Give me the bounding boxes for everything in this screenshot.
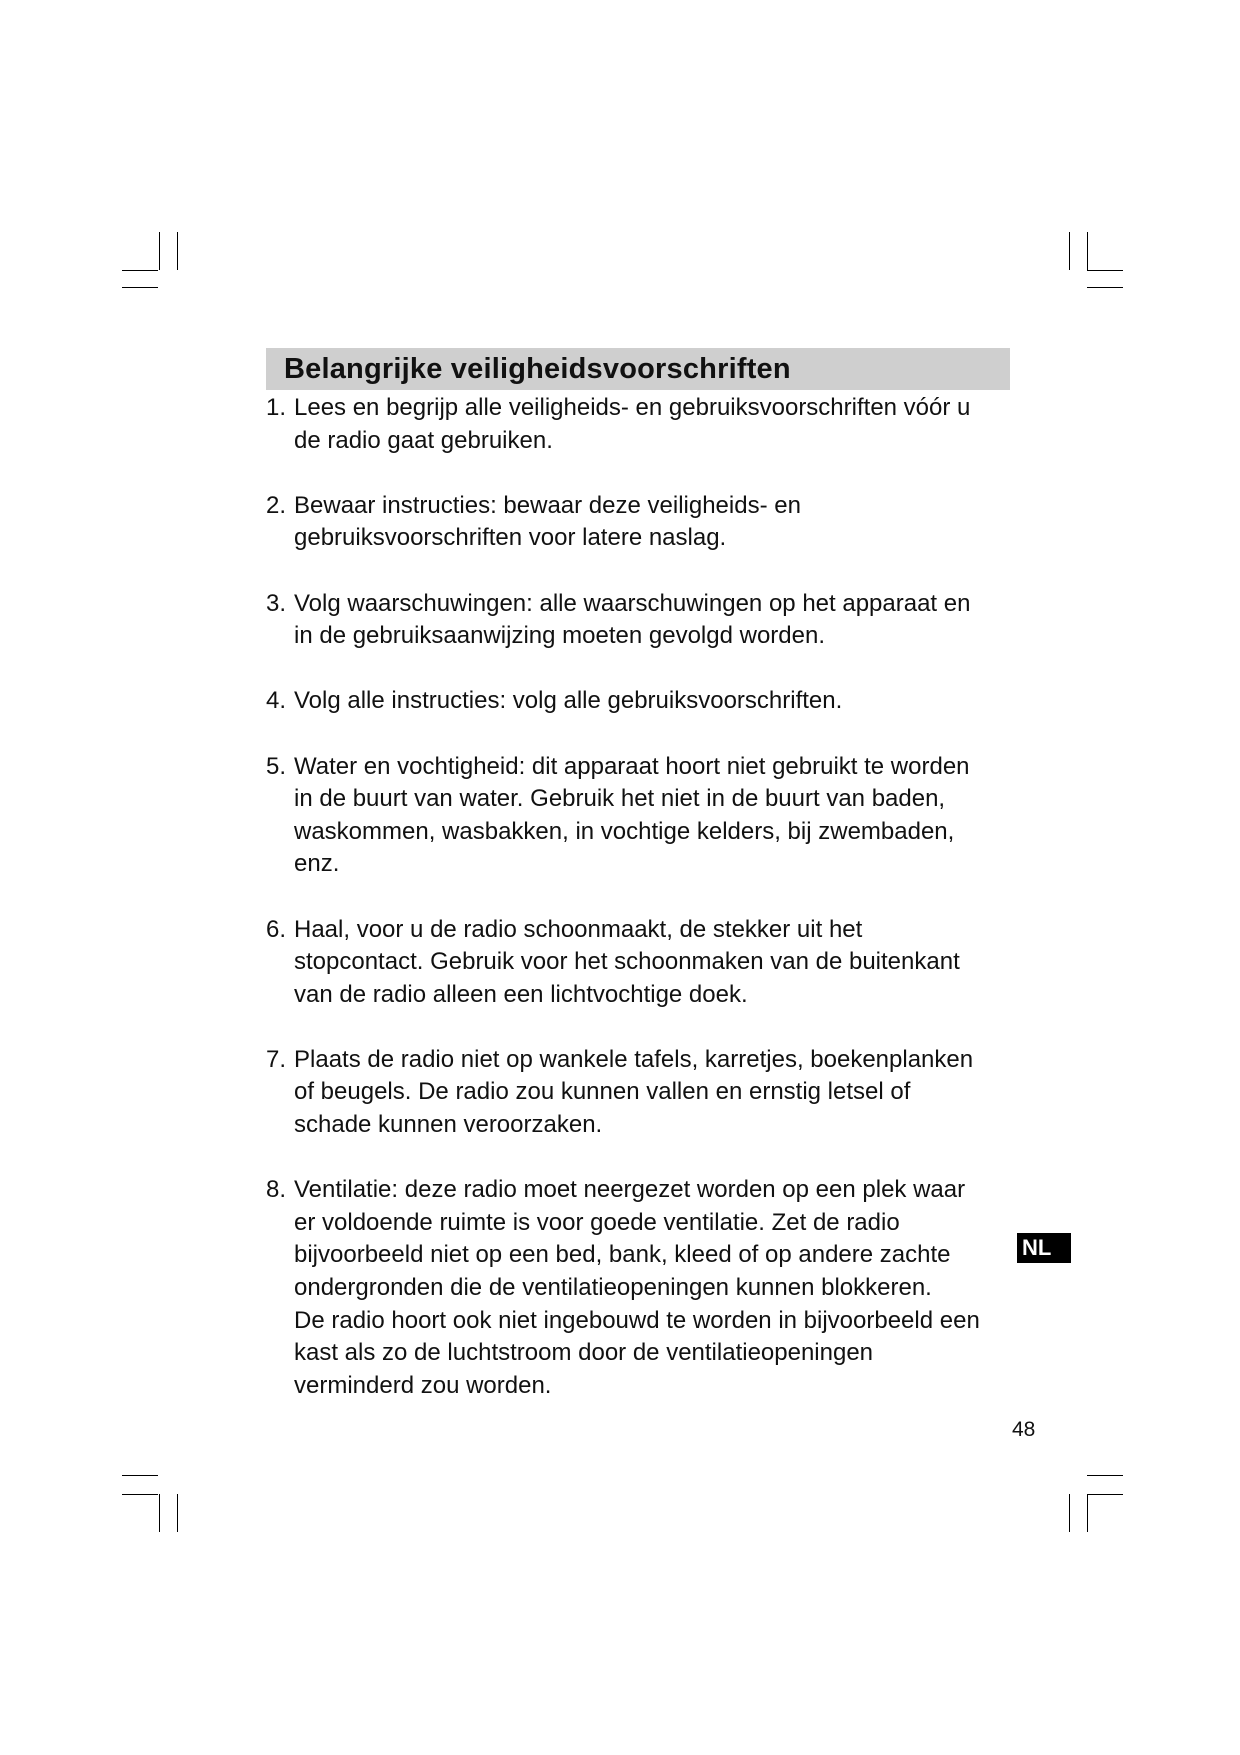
section-heading: Belangrijke veiligheidsvoorschriften (284, 353, 791, 385)
item-text: Bewaar instructies: bewaar deze veiligheids- en gebruiksvoorschriften voor latere naslag. (294, 491, 801, 552)
list-item (266, 588, 1016, 653)
item-number: 2. (266, 491, 287, 519)
item-number: 8. (266, 1176, 287, 1204)
crop-mark (122, 1475, 158, 1476)
item-number: 7. (266, 1045, 287, 1073)
crop-mark (159, 232, 160, 270)
list-item (266, 914, 1016, 1012)
list-item (266, 1174, 1016, 1402)
page-number: 48 (1012, 1418, 1036, 1441)
item-number: 1. (266, 394, 287, 421)
crop-mark (1087, 270, 1123, 271)
list-item (266, 392, 1016, 457)
item-text: Water en vochtigheid: dit apparaat hoort niet gebruikt te worden in de buurt van water. Gebruik het niet in de buurt van baden, waskommen, wasbakken, in vochtige kelders, bij zwembaden, enz. (294, 752, 970, 878)
crop-mark (122, 270, 158, 271)
crop-mark (1069, 1494, 1070, 1532)
crop-mark (1087, 1494, 1088, 1532)
crop-mark (1087, 1494, 1123, 1495)
item-text: Volg alle instructies: volg alle gebruiksvoorschriften. (294, 687, 843, 715)
crop-mark (1087, 1475, 1123, 1476)
item-text: Volg waarschuwingen: alle waarschuwingen op het apparaat en in de gebruiksaanwijzing moeten gevolgd worden. (294, 589, 971, 650)
language-badge: NL (1017, 1233, 1071, 1263)
crop-mark (122, 287, 158, 288)
item-number: 6. (266, 915, 287, 943)
crop-mark (177, 232, 178, 270)
section-heading-bar (266, 348, 1010, 390)
crop-mark (1087, 287, 1123, 288)
item-number: 3. (266, 589, 287, 617)
list-item (266, 1044, 1016, 1142)
item-text: Lees en begrijp alle veiligheids- en gebruiksvoorschriften vóór u de radio gaat gebruiken. (294, 394, 971, 454)
crop-mark (177, 1494, 178, 1532)
safety-instructions-list (266, 392, 1016, 1435)
list-item (266, 685, 1016, 718)
crop-mark (1087, 232, 1088, 270)
crop-mark (1069, 232, 1070, 270)
crop-mark (122, 1494, 158, 1495)
list-item (266, 751, 1016, 881)
item-text: Haal, voor u de radio schoonmaakt, de stekker uit het stopcontact. Gebruik voor het schoonmaken van de buitenkant van de radio alleen een lichtvochtige doek. (294, 915, 960, 1008)
list-item (266, 490, 1016, 555)
item-text: Ventilatie: deze radio moet neergezet worden op een plek waar er voldoende ruimte is voor goede ventilatie. Zet de radio bijvoorbeeld niet op een bed, bank, kleed of op andere zachte ondergronden die de ventilatieopeningen kunnen blokkeren. De radio hoort ook niet ingebouwd te worden in bijvoorbeeld een kast als zo de luchtstroom door de ventilatieopeningen verminderd zou worden. (294, 1176, 980, 1399)
crop-mark (159, 1494, 160, 1532)
item-text: Plaats de radio niet op wankele tafels, karretjes, boekenplanken of beugels. De radio zou kunnen vallen en ernstig letsel of schade kunnen veroorzaken. (294, 1045, 974, 1139)
item-number: 4. (266, 687, 287, 715)
item-number: 5. (266, 752, 287, 780)
